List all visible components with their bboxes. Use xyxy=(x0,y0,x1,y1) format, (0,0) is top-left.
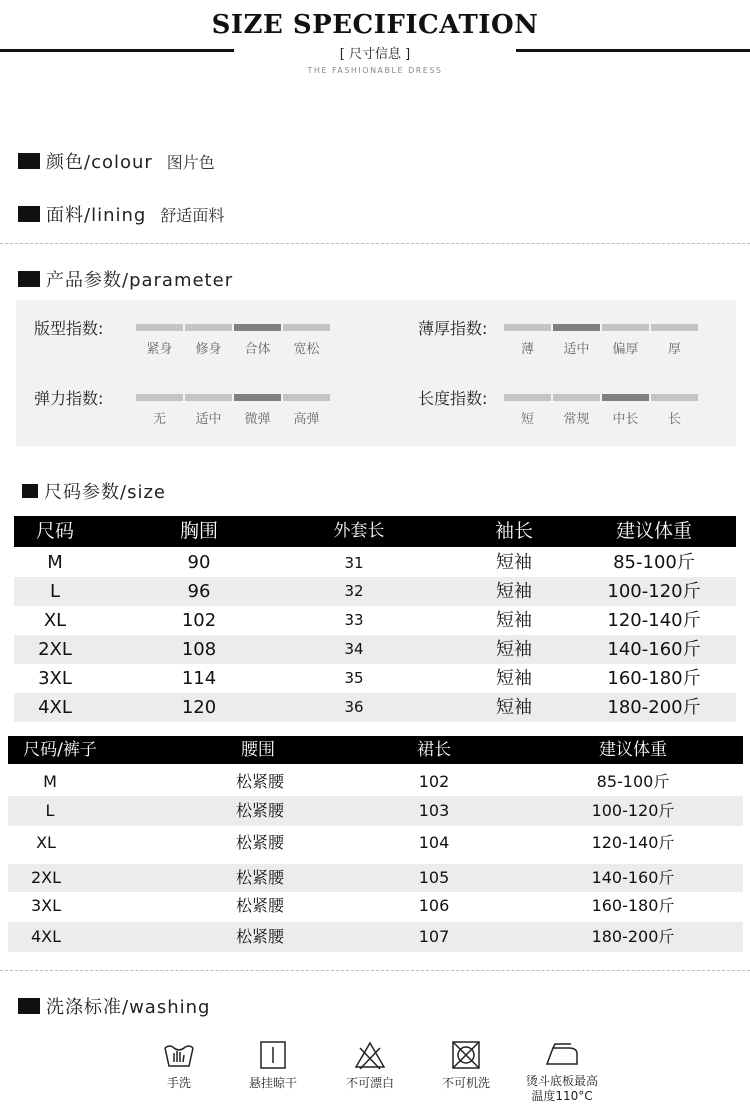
care-item-hang-dry xyxy=(237,1040,309,1091)
colour-label: 颜色/colour xyxy=(46,152,153,173)
no-machine-wash-icon xyxy=(449,1040,483,1070)
size-cell: L xyxy=(49,581,61,602)
weight-cell: 100-120斤 xyxy=(607,581,701,602)
iron-icon xyxy=(543,1040,581,1070)
page-title: SIZE SPECIFICATION xyxy=(211,10,539,40)
param-options xyxy=(504,338,698,357)
size-cell: 4XL xyxy=(30,927,62,946)
skirt-length-cell: 103 xyxy=(418,801,450,820)
param-bar xyxy=(185,394,232,401)
table-header-row xyxy=(8,736,743,764)
lining-value: 舒适面料 xyxy=(160,205,225,225)
param-bar xyxy=(602,324,649,331)
parameter-panel xyxy=(16,300,736,446)
table-row xyxy=(8,922,743,952)
waist-cell: 松紧腰 xyxy=(235,868,284,887)
weight-cell: 180-200斤 xyxy=(607,697,701,718)
param-bar-selected xyxy=(553,324,600,331)
size-cell: 3XL xyxy=(38,668,72,689)
table-header-cell: 外套长 xyxy=(333,521,385,541)
chest-cell: 102 xyxy=(181,610,217,631)
skirt-length-cell: 106 xyxy=(418,896,450,915)
weight-cell: 160-180斤 xyxy=(607,668,701,689)
hang-dry-icon xyxy=(256,1040,290,1070)
param-option: 常规 xyxy=(563,412,590,427)
divider xyxy=(0,970,750,971)
param-option: 修身 xyxy=(195,342,222,357)
sleeve-cell: 短袖 xyxy=(496,552,532,573)
care-label: 不可机洗 xyxy=(441,1076,490,1090)
weight-cell: 100-120斤 xyxy=(591,801,675,820)
skirt-length-cell: 105 xyxy=(418,868,450,887)
param-option: 厚 xyxy=(667,342,681,357)
sleeve-cell: 短袖 xyxy=(496,581,532,602)
param-option: 中长 xyxy=(612,412,639,427)
table-header-cell: 建议体重 xyxy=(599,740,667,760)
bullet-square-icon xyxy=(18,998,40,1014)
param-option: 无 xyxy=(152,412,166,427)
chest-cell: 90 xyxy=(187,552,211,573)
skirt-length-cell: 102 xyxy=(418,772,450,791)
param-scale xyxy=(504,324,698,331)
param-options xyxy=(136,408,330,427)
table-row xyxy=(14,549,736,577)
care-label-line2: 温度110°C xyxy=(531,1089,593,1103)
hand-wash-icon xyxy=(162,1040,196,1070)
table-header-cell: 裙长 xyxy=(417,740,451,760)
waist-cell: 松紧腰 xyxy=(235,801,284,820)
weight-cell: 85-100斤 xyxy=(613,552,695,573)
param-option: 长 xyxy=(667,412,681,427)
length-cell: 31 xyxy=(344,554,364,572)
param-option: 适中 xyxy=(195,412,222,427)
param-option: 偏厚 xyxy=(612,342,639,357)
bullet-square-icon xyxy=(18,206,40,222)
size-cell: 4XL xyxy=(38,697,72,718)
lining-label: 面料/lining xyxy=(46,205,147,226)
size-cell: 2XL xyxy=(30,868,62,887)
param-options xyxy=(136,338,330,357)
param-bar xyxy=(504,324,551,331)
care-item-no-bleach xyxy=(334,1040,406,1091)
length-cell: 36 xyxy=(344,698,364,716)
param-bar xyxy=(283,324,330,331)
weight-cell: 140-160斤 xyxy=(591,868,675,887)
table-row xyxy=(14,693,736,722)
bullet-square-icon xyxy=(22,484,38,498)
care-label: 不可漂白 xyxy=(345,1076,394,1090)
weight-cell: 85-100斤 xyxy=(596,772,670,791)
size-cell: M xyxy=(47,552,63,573)
param-option: 紧身 xyxy=(146,342,173,357)
param-bar xyxy=(651,324,698,331)
table-header-cell: 建议体重 xyxy=(615,520,692,542)
table-header-cell: 胸围 xyxy=(179,520,218,542)
table-row xyxy=(8,768,743,796)
table-header-cell: 尺码/裤子 xyxy=(23,740,97,760)
param-scale xyxy=(136,394,330,401)
sleeve-cell: 短袖 xyxy=(496,610,532,631)
table-row xyxy=(8,796,743,826)
param-scale xyxy=(504,394,698,401)
care-item-iron xyxy=(512,1040,612,1104)
param-scale xyxy=(136,324,330,331)
weight-cell: 120-140斤 xyxy=(591,833,675,852)
colour-value: 图片色 xyxy=(166,152,215,172)
bullet-square-icon xyxy=(18,271,40,287)
bullet-square-icon xyxy=(18,153,40,169)
size-cell: 2XL xyxy=(38,639,72,660)
care-item-no-machine-wash xyxy=(430,1040,502,1091)
size-cell: XL xyxy=(36,833,56,852)
param-bar-selected xyxy=(234,394,281,401)
length-cell: 33 xyxy=(344,611,364,629)
chest-cell: 108 xyxy=(181,639,217,660)
weight-cell: 180-200斤 xyxy=(591,927,675,946)
washing-heading xyxy=(18,993,210,1019)
table-row xyxy=(14,664,736,693)
sleeve-cell: 短袖 xyxy=(496,639,532,660)
size-heading-text: 尺码参数/size xyxy=(44,482,166,503)
table-row xyxy=(14,606,736,635)
param-bar xyxy=(136,324,183,331)
chest-cell: 114 xyxy=(181,668,217,689)
param-bar xyxy=(283,394,330,401)
param-label: 薄厚指数: xyxy=(418,319,488,338)
care-label: 手洗 xyxy=(166,1076,191,1090)
param-label: 长度指数: xyxy=(418,389,488,408)
param-option: 高弹 xyxy=(293,412,320,427)
skirt-length-cell: 107 xyxy=(418,927,450,946)
table-row xyxy=(14,635,736,664)
param-bar xyxy=(136,394,183,401)
param-bar-selected xyxy=(602,394,649,401)
lining-row xyxy=(18,201,224,227)
param-bar xyxy=(504,394,551,401)
waist-cell: 松紧腰 xyxy=(235,927,284,946)
bottom-size-table xyxy=(8,736,743,954)
weight-cell: 160-180斤 xyxy=(591,896,675,915)
washing-heading-text: 洗涤标准/washing xyxy=(46,997,211,1018)
param-bar xyxy=(185,324,232,331)
param-option: 短 xyxy=(520,412,534,427)
param-bar xyxy=(553,394,600,401)
care-item-hand-wash xyxy=(144,1040,214,1091)
param-bar-selected xyxy=(234,324,281,331)
length-cell: 35 xyxy=(344,669,364,687)
care-label: 烫斗底板最高 xyxy=(525,1074,598,1088)
table-row xyxy=(8,864,743,892)
sleeve-cell: 短袖 xyxy=(496,668,532,689)
param-options xyxy=(504,408,698,427)
waist-cell: 松紧腰 xyxy=(235,833,284,852)
sleeve-cell: 短袖 xyxy=(496,697,532,718)
size-cell: L xyxy=(45,801,55,820)
length-cell: 34 xyxy=(344,640,364,658)
waist-cell: 松紧腰 xyxy=(235,896,284,915)
size-cell: M xyxy=(43,772,57,791)
skirt-length-cell: 104 xyxy=(418,833,450,852)
param-option: 适中 xyxy=(563,342,590,357)
parameter-heading-text: 产品参数/parameter xyxy=(46,270,234,291)
param-label: 弹力指数: xyxy=(34,389,104,408)
param-option: 合体 xyxy=(244,342,271,357)
no-bleach-icon xyxy=(353,1040,387,1070)
colour-row xyxy=(18,148,215,174)
table-header-cell: 袖长 xyxy=(494,520,533,542)
table-row xyxy=(8,892,743,920)
chest-cell: 96 xyxy=(187,581,211,602)
page-tagline: THE FASHIONABLE DRESS xyxy=(307,66,443,75)
size-heading xyxy=(22,478,166,504)
table-row xyxy=(14,577,736,606)
param-option: 微弹 xyxy=(244,412,271,427)
weight-cell: 140-160斤 xyxy=(607,639,701,660)
param-option: 宽松 xyxy=(293,342,320,357)
param-bar xyxy=(651,394,698,401)
chest-cell: 120 xyxy=(181,697,217,718)
size-cell: XL xyxy=(43,610,67,631)
table-header-row xyxy=(14,516,736,547)
weight-cell: 120-140斤 xyxy=(607,610,701,631)
param-option: 薄 xyxy=(520,342,534,357)
table-row xyxy=(8,826,743,860)
page-subtitle: [ 尺寸信息 ] xyxy=(339,47,411,62)
waist-cell: 松紧腰 xyxy=(235,772,284,791)
care-label: 悬挂晾干 xyxy=(248,1076,297,1090)
parameter-heading xyxy=(18,266,233,292)
divider xyxy=(0,243,750,244)
table-header-cell: 尺码 xyxy=(35,520,74,542)
param-label: 版型指数: xyxy=(34,319,104,338)
length-cell: 32 xyxy=(344,582,364,600)
size-cell: 3XL xyxy=(30,896,62,915)
table-header-cell: 腰围 xyxy=(241,740,275,760)
top-size-table xyxy=(14,516,736,722)
